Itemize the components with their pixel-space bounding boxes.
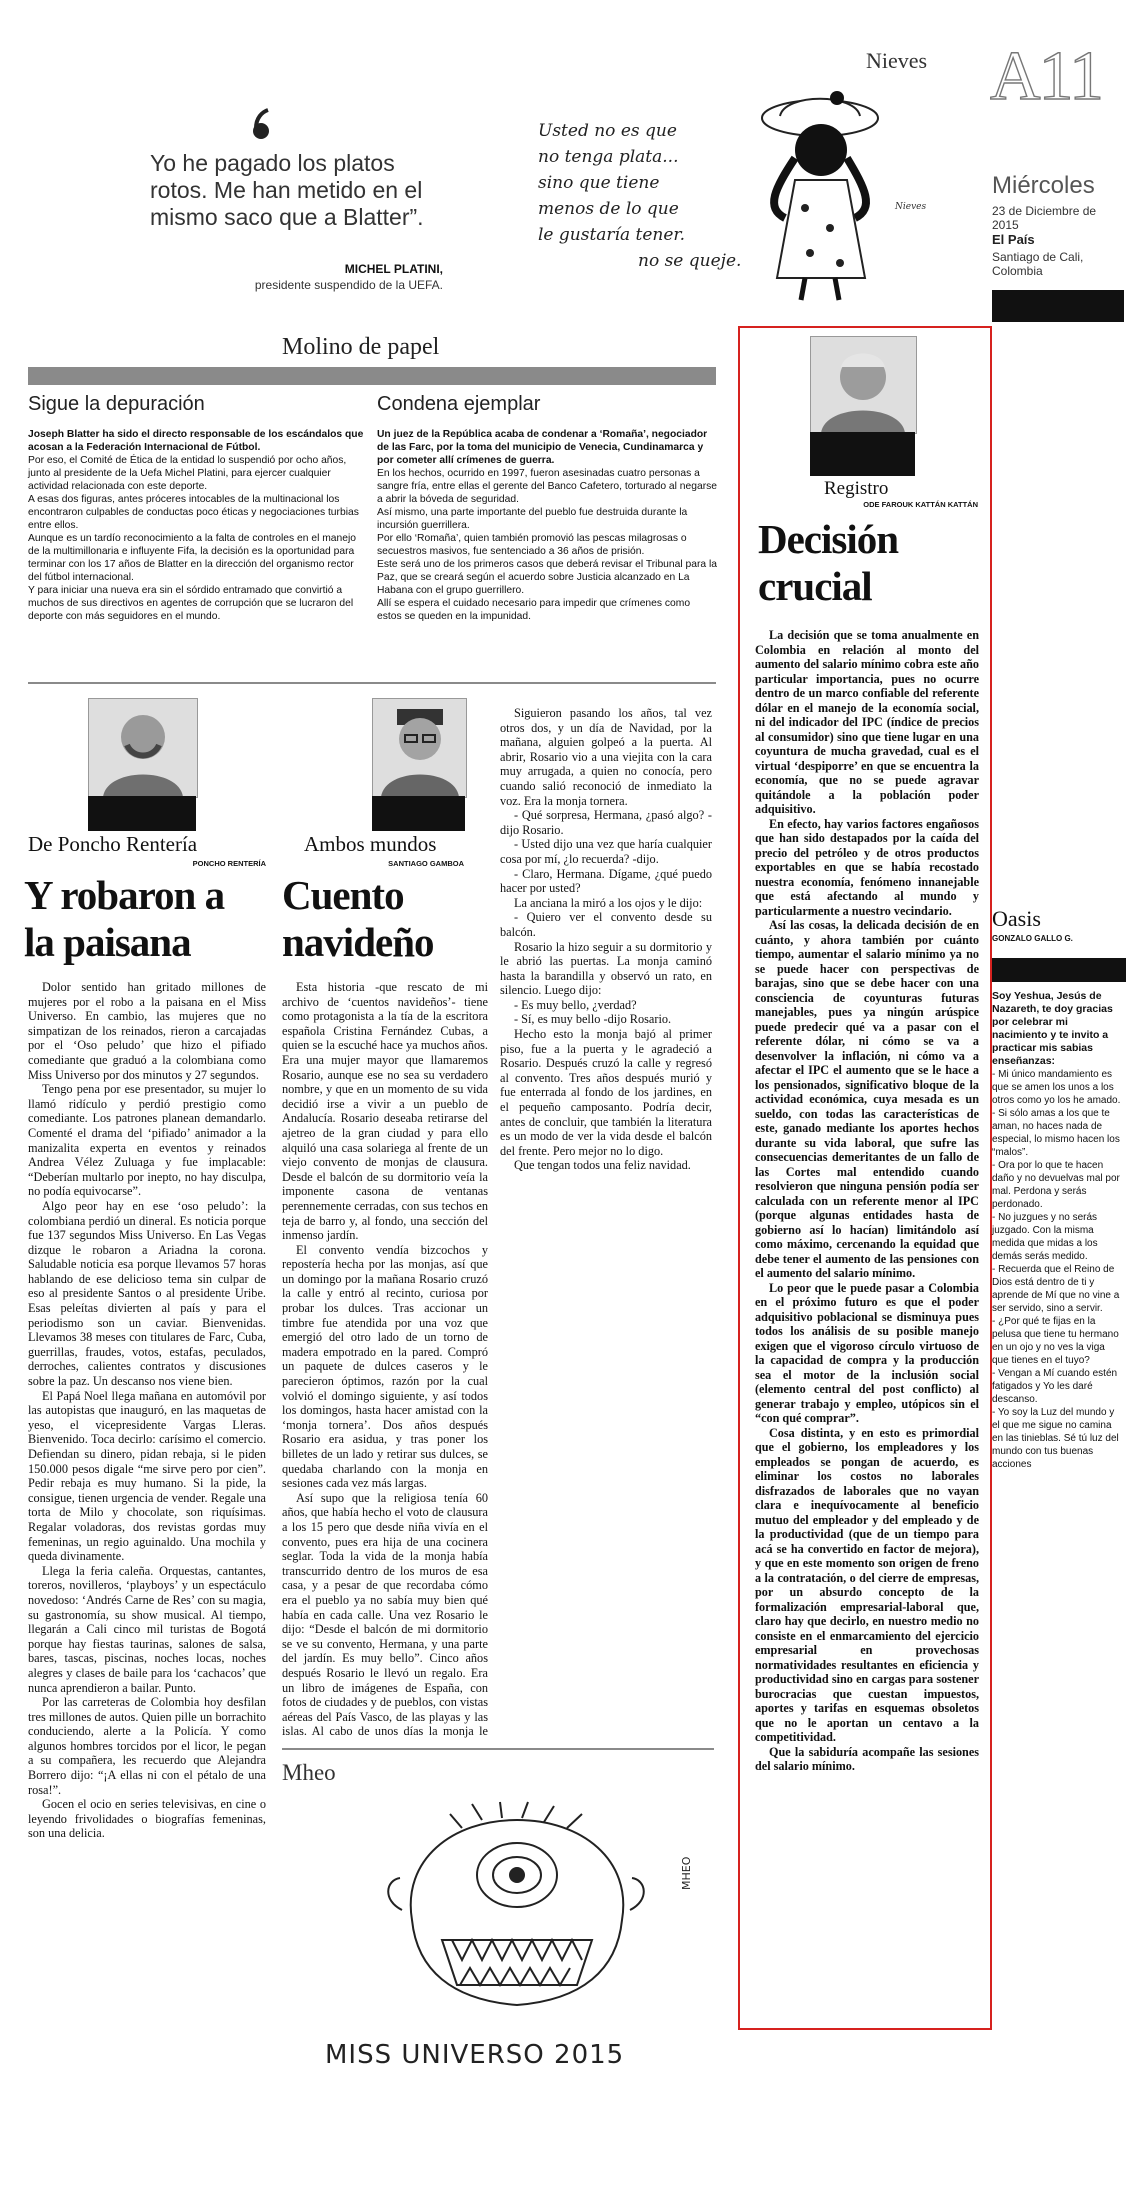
photo-black-bar bbox=[810, 432, 915, 476]
cartoon-signature: Nieves bbox=[895, 202, 927, 212]
molino-left-p: Por eso, el Comité de Ética de la entidad lo suspendió por ocho años, junto al presidente de la Uefa Michel Platini, para ejercer cualquier actividad relacionada con este deporte. bbox=[28, 455, 347, 492]
paragraph: Por las carreteras de Colombia hoy desfilan tres millones de autos. Quien pille un borrachito conduciendo, alerte a la Policía. Y como algunos hombres torcidos por el licor, le pegan a su compañera, les recuerdo que Alejandra Borrero dijo: “¡A ellas ni con el pétalo de una rosa!”. bbox=[28, 1695, 266, 1797]
molino-right-lead: Un juez de la República acaba de condenar a ‘Romaña’, negociador de las Farc, por la toma del municipio de Venecia, Cundinamarca y por cometer allí crímenes de guerra. bbox=[377, 429, 708, 466]
quote-role: presidente suspendido de la UEFA. bbox=[254, 278, 443, 292]
paragraph: - Usted dijo una vez que haría cualquier cosa por mí, ¿lo recuerda? -dijo. bbox=[500, 837, 712, 866]
molino-left-p: A esas dos figuras, antes próceres intocables de la multinacional los encontraron culpables de conductas poco éticas y negociaciones turbias entre ellos. bbox=[28, 494, 359, 531]
oasis-item: - Mi único mandamiento es que se amen los unos a los otros como yo los he amado. bbox=[992, 1069, 1121, 1106]
molino-right-p: Este será uno de los primeros casos que deberá revisar el Tribunal para la Paz, que se creará según el acuerdo sobre Justicia alcanzado en La Habana con el grupo guerrillero. bbox=[377, 559, 717, 596]
photo-black-bar bbox=[372, 796, 465, 831]
paragraph: El convento vendía bizcochos y repostería hecha por las monjas, así que un domingo por la mañana Rosario cruzó la calle y entró al recinto, curiosa por probar los dulces. Tras accionar un timbre fue atendida por una voz que emergió del otro lado de un torno de madera empotrado en la pared. Compró un paquete de dulces caseros y le parecieron óptimos, razón por la cual volvió el domingo siguiente, y así todos los domingos, hasta hacer amistad con la ‘monja tornera’. Dos años después Rosario era asidua, y tras poner los billetes de un lado y retirar sus dulces, se quedaba charlando con la monja en sesiones cada vez más largas. bbox=[282, 1242, 488, 1491]
headline-poncho bbox=[24, 872, 274, 966]
molino-left-body bbox=[28, 428, 368, 623]
weekday: Miércoles bbox=[992, 172, 1095, 199]
paragraph: Gocen el ocio en series televisivas, en cine o leyendo frivolidades o biografías femeninas, son una delicia. bbox=[28, 1797, 266, 1841]
paragraph: - Es muy bello, ¿verdad? bbox=[514, 997, 637, 1012]
headline-line: Cuento bbox=[282, 872, 404, 918]
paragraph: Que tengan todos una feliz navidad. bbox=[514, 1158, 691, 1173]
molino-bottom-rule bbox=[28, 682, 716, 684]
page-number: A11 bbox=[990, 38, 1102, 115]
oasis-item: - Si sólo amas a los que te aman, no haces nada de especial, lo mismo hacen los “malos”. bbox=[992, 1108, 1120, 1158]
paragraph: Dolor sentido han gritado millones de mujeres por el robo a la paisana en el Miss Universo. En cambio, las mujeres que no simpatizan de los reinados, rieron a carcajadas por el ‘Oso peludo’ que hizo el pifiado comediante que graduó a la colombiana como Miss Universo por dos minutos y 27 segundos. bbox=[28, 980, 266, 1082]
paragraph: Así supo que la religiosa tenía 60 años, que había hecho el voto de clausura a los 15 pero que desde niña vivía en el convento, pues era hija de una cocinera seglar. Toda la vida de la monja había transcurrido dentro de los muros de esa casa, y a pesar de que recordaba cómo era el pueblo ya no sabía muy bien qué había en cada calle. Una vez Rosario le dijo: “Desde el balcón de mi dormitorio se ve su convento, Hermana, y una parte del jardín. Es muy bello”. Cinco años después Rosario le llevó un regalo. Era un libro de imágenes de España, con fotos de ciudades y de pueblos, con vistas aéreas del País Vasco, de las playas y las islas. Al cabo de unos días la monja le bbox=[282, 1490, 488, 1738]
author-photo-gamboa bbox=[372, 698, 467, 798]
paragraph: - Sí, es muy bello -dijo Rosario. bbox=[514, 1012, 672, 1027]
paragraph: El Papá Noel llega mañana en automóvil por las autopistas que inauguró, en las maquetas de yeso, el vicepresidente Vargas Lleras. Bienvenido. Toca decirlo: carísimo el comercio. Defiendan su dinero, pidan rebaja, si le piden 150.000 pesos digale “me sirve pero por cien”. Pedir rebaja es muy humano. Si la pide, la consigue, tienen urgencia de vender. Regale una torta de Milo y chocolate, son riquísimas. Regalar voladoras, dos revistas gordas muy femeninas, un regio aguinaldo. Una mochila y queda divinamente. bbox=[28, 1388, 266, 1564]
paragraph: En efecto, hay varios factores engañosos que han sido destapados por la caída del precio del petróleo y de otros productos exportables en que se había recostado nuestra economía, fenómeno innanejable que está afectando al mundo y particularmente a nuestro vecindario. bbox=[755, 816, 979, 918]
city: Santiago de Cali, Colombia bbox=[992, 250, 1084, 278]
mheo-cartoon-icon bbox=[372, 1800, 662, 2025]
molino-right-p: Así mismo, una parte importante del pueblo fue destruida durante la incursión guerrillera. bbox=[377, 507, 688, 531]
oasis-item: - Ora por lo que te hacen daño y no devuelvas mal por mal. Perdona y serás perdonado. bbox=[992, 1160, 1120, 1210]
oasis-body bbox=[992, 990, 1124, 1471]
cartoon-line: no se queje. bbox=[638, 251, 742, 271]
cartoon-text bbox=[538, 118, 768, 274]
molino-left-p: Y para iniciar una nueva era sin el sórdido entramado que convirtió a muchos de sus directivos en agentes de corrupción que se lucraron del deporte con más seguidores en el mundo. bbox=[28, 585, 354, 622]
oasis-item: - Vengan a Mí cuando estén fatigados y Yo les daré descanso. bbox=[992, 1368, 1118, 1405]
author-photo-poncho bbox=[88, 698, 198, 798]
molino-title: Molino de papel bbox=[282, 334, 440, 360]
article-body-gamboa-col1 bbox=[282, 980, 488, 1738]
oasis-item: - Yo soy la Luz del mundo y el que me sigue no camina en las tinieblas. Sé tú luz del mundo con tus buenas acciones bbox=[992, 1407, 1119, 1470]
paragraph: Algo peor hay en ese ‘oso peludo’: la colombiana perdió un dineral. Es noticia porque fue 137 segundos Miss Universo. En Las Vegas dizque le robaron a Ariadna la corona. Saludable noticia esa porque llevamos 57 horas hablando de ese delicioso tema sin culpar de eso al presidente Santos o al presidente Uribe. Esas peleítas divierten al país y para el periodismo son un caviar. Bienvenidas. Llevamos 38 meses con titulares de Farc, Cuba, guerrillas, fraudes, votos, estafas, peculados, derroches, calientes contratos y discusiones sobre la paz. Un descanso nos viene bien. bbox=[28, 1198, 266, 1389]
headline-kattan bbox=[758, 516, 983, 610]
article-body-kattan bbox=[755, 628, 979, 1774]
oasis-black-bar bbox=[992, 958, 1126, 982]
paragraph: Siguieron pasando los años, tal vez otros dos, y un día de Navidad, por la mañana, alguien golpeó a la puerta. Al abrir, Rosario vio a una viejita con la cara muy arrugada, a quien no conocía, pero cuando salió reconoció de inmediato la voz. Era la monja tornera. bbox=[500, 706, 712, 808]
paragraph: Que la sabiduría acompañe las sesiones del salario mínimo. bbox=[755, 1744, 979, 1773]
byline-kattan: ODE FAROUK KATTÁN KATTÁN bbox=[863, 500, 978, 509]
paragraph: La decisión que se toma anualmente en Colombia en relación al monto del aumento del salario mínimo cobra este año particular importancia, pues no ocurre dentro de un marco confiable del referente dólar en el manejo de la economía social, ni del indicador del IPC (índice de precios al consumidor) sino que tiene lugar en una coyuntura de mucha gravedad, cual es el virtual ‘despiporre’ en que se encuentra la economía, que no se puede agravar quitándole a la población poder adquisitivo. bbox=[755, 628, 979, 816]
oasis-item: - Recuerda que el Reino de Dios está dentro de ti y aprende de Mí que no vine a ser servido, sino a servir. bbox=[992, 1264, 1120, 1314]
oasis-title: Oasis bbox=[992, 906, 1041, 931]
molino-left-p: Aunque es un tardío reconocimiento a la falta de controles en el manejo de la multimillonaria e influyente Fifa, la decisión es la oportunidad para terminar con los 17 años de Blatter en la dirección del organismo rector del fútbol internacional. bbox=[28, 533, 356, 583]
mheo-rule bbox=[282, 1748, 714, 1750]
headline-gamboa bbox=[282, 872, 492, 966]
paragraph: Esta historia -que rescato de mi archivo de ‘cuentos navideños’- tiene como protagonista a la tía de la escritora española Cristina Fernández Cubas, a quien se la escuché hace ya muchos años. Era una mujer mayor que llamaremos Rosario, aunque ese no sea su verdadero nombre, y que en un momento de su vida decidió irse a vivir a un pueblo de Andalucía. Rosario deseaba retirarse del ajetreo de la gran ciudad y para ello alquiló una casa solariega al frente de un viejo convento de monjas de clausura. Desde el balcón de su dormitorio veía la imponente casona de ventanas perennemente cerradas, con sus techos en teja de barro y, al fondo, una sección del inmenso jardín. bbox=[282, 980, 488, 1243]
quote-mark-icon bbox=[250, 106, 272, 146]
mheo-signature: MHEO bbox=[680, 1856, 693, 1890]
paragraph: Así las cosas, la delicada decisión de en cuánto, y ahora también por cuánto tiempo, aumentar el salario mínimo ya no se puede hacer con perspectivas de barajas, sino que se debe hacer con una consciencia de coyunturas futuras manejables, pues ya ningún arúspice puede predecir qué va a pasar con el referente dólar, ni cómo se va a desenvolver la inflación, ni cómo va a afectar el IPC el aumento que se le hace a los pensionados, significativo bloque de la actividad económica, cuya mesada es un sueldo, con todas las características de este, ganado mediante los aportes hechos durante su vida laboral, que sufre las consecuencias demeritantes de un fallo de las Cortes mal entendido cuando resolvieron que ninguna pensión podía ser calculada con un referente menor al IPC (porque algunas entidades hasta de gobierno así lo hacían) limitándolo así como máximo, cercenando la equidad que debe tener el aumento de las pensiones con el aumento del salario mínimo. bbox=[755, 918, 979, 1280]
byline-gamboa: SANTIAGO GAMBOA bbox=[388, 859, 464, 868]
paragraph: - Quiero ver el convento desde su balcón. bbox=[500, 910, 712, 939]
paragraph: Tengo pena por ese presentador, su mujer lo llamó ridículo y perdió prestigio como comediante. Los patrones planean demandarlo. Comenté el drama del ‘pifiado’ animador a la manizalita experta en eventos y reinados Andrea Vélez Zuluaga y fue implacable: “Deberían multarlo por inepto, no hay disculpa, no podía equivocarse”. bbox=[28, 1082, 266, 1199]
cartoon-line: menos de lo que bbox=[538, 199, 679, 219]
paragraph: - Claro, Hermana. Dígame, ¿qué puedo hacer por usted? bbox=[500, 866, 712, 896]
molino-right-p: En los hechos, ocurrido en 1997, fueron asesinadas cuatro personas a sangre fría, entre ellas el gerente del Banco Cafetero, torturado al negarse a abrir la bóveda de seguridad. bbox=[377, 468, 718, 505]
mheo-title: Mheo bbox=[282, 1760, 336, 1785]
column-name-kattan: Registro bbox=[824, 478, 889, 499]
paragraph: Hecho esto la monja bajó al primer piso, fue a la puerta y le agradeció a Rosario. Después cruzó la calle y regresó al convento. Tres años después murió y fue enterrada al fondo de los jardines, en el pequeño camposanto. Podría decir, antes de concluir, que también la literatura es un modo de ver la vida desde el balcón del frente. Pero mejor no lo digo. bbox=[500, 1027, 712, 1158]
headline-line: Decisión bbox=[758, 516, 899, 562]
cartoon-line: le gustaría tener. bbox=[538, 225, 686, 245]
paragraph: Rosario la hizo seguir a su dormitorio y le abrió las puertas. La monja caminó hasta la barandilla y observó un rato, en silencio. Luego dijo: bbox=[500, 939, 712, 998]
column-name-gamboa: Ambos mundos bbox=[304, 832, 437, 856]
headline-line: la paisana bbox=[24, 919, 191, 965]
photo-black-bar bbox=[88, 796, 196, 831]
paragraph: - Qué sorpresa, Hermana, ¿pasó algo? -dijo Rosario. bbox=[500, 808, 712, 837]
headline-line: navideño bbox=[282, 919, 434, 965]
molino-gray-rule bbox=[28, 367, 716, 385]
paragraph: Llega la feria caleña. Orquestas, cantantes, toreros, novilleros, ‘playboys’ y un espectáculo novedoso: ‘Andrés Carne de Res’ con su magia, su gastronomía, su show musical. Al tiempo, llegarán a Cali cinco mil turistas de Bogotá porque hay fiestas taurinas, salones de salsa, bares, tascas, piscinas, noches locas, noches alegres y clases de baile para los ‘cachacos’ que nunca aprendieron a bailar. Punto. bbox=[28, 1563, 266, 1695]
column-name-poncho: De Poncho Rentería bbox=[28, 832, 198, 856]
molino-right-body bbox=[377, 428, 717, 623]
cartoon-line: sino que tiene bbox=[538, 173, 660, 193]
cartoon-line: Usted no es que bbox=[538, 121, 677, 141]
headline-line: Y robaron a bbox=[24, 872, 225, 918]
molino-right-title: Condena ejemplar bbox=[377, 393, 541, 415]
cartoon-figure-icon bbox=[755, 88, 890, 308]
article-body-gamboa-col2 bbox=[500, 706, 712, 1746]
oasis-item: - ¿Por qué te fijas en la pelusa que tiene tu hermano en un ojo y no ves la viga que tienes en el tuyo? bbox=[992, 1316, 1119, 1366]
cartoon-line: no tenga plata... bbox=[538, 147, 679, 167]
oasis-lead: Soy Yeshua, Jesús de Nazareth, te doy gracias por celebrar mi nacimiento y te invito a practicar mis sabias enseñanzas: bbox=[992, 990, 1113, 1067]
paragraph: Cosa distinta, y en esto es primordial que el gobierno, los empleadores y los empleados se pongan de acuerdo, es eliminar los costos no laborales disfrazados de laborales que no vayan clara e inequívocamente al beneficio mutuo del empleador y del empleado y de la productividad (que de un tiempo para acá se ha convertido en factor de mejora), y que en este momento son origen de freno a la contratación, o del cierre de empresas, por un absurdo concepto de la formalización empresarial-laboral que, claro hay que decirlo, en nuestro medio no consiste en el enmarcamiento del ejercicio empresarial en provechosas normatividades resultantes en eficiencia y productividad sino en cargas para sostener burocracias que cuestan impuestos, aportes y tarifas en esquemas obsoletos que no le aportan un centavo a la competitividad. bbox=[755, 1425, 979, 1744]
issue-date: 23 de Diciembre de 2015 bbox=[992, 204, 1097, 232]
paper-name: El País bbox=[992, 232, 1035, 247]
section-name: Nieves bbox=[866, 48, 928, 73]
byline-poncho: PONCHO RENTERÍA bbox=[192, 859, 266, 868]
oasis-item: - No juzgues y no serás juzgado. Con la misma medida que midas a los demás serás medido. bbox=[992, 1212, 1098, 1262]
article-body-poncho bbox=[28, 980, 266, 1841]
headline-line: crucial bbox=[758, 563, 872, 609]
paragraph: La anciana la miró a los ojos y le dijo: bbox=[514, 895, 703, 910]
quote-author: MICHEL PLATINI, bbox=[344, 262, 443, 276]
mheo-caption: MISS UNIVERSO 2015 bbox=[325, 2040, 625, 2070]
paragraph: Lo peor que le puede pasar a Colombia en el próximo futuro es que el poder adquisitivo poblacional se disminuya pues todos los análisis de su posible manejo exigen que el vigoroso círculo virtuoso de la capacidad de compra y la producción sea el motor de la inclusión social (elemento central del post conflicto) al generar trabajo y empleo, utópicos sin el “con qué comprar”. bbox=[755, 1280, 979, 1425]
author-photo-kattan bbox=[810, 336, 917, 434]
molino-left-lead: Joseph Blatter ha sido el directo responsable de los escándalos que acosan a la Federación Internacional de Fútbol. bbox=[28, 429, 364, 453]
quote-text: Yo he pagado los platos rotos. Me han metido en el mismo saco que a Blatter”. bbox=[150, 150, 424, 230]
molino-right-p: Por ello ‘Romaña’, quien también promovió las pescas milagrosas o secuestros masivos, fue sentenciado a 36 años de prisión. bbox=[377, 533, 687, 557]
header-black-bar bbox=[992, 290, 1124, 322]
byline-oasis: GONZALO GALLO G. bbox=[992, 934, 1073, 943]
molino-left-title: Sigue la depuración bbox=[28, 393, 205, 415]
molino-right-p: Allí se espera el cuidado necesario para impedir que crímenes como estos se queden en la impunidad. bbox=[377, 598, 691, 622]
